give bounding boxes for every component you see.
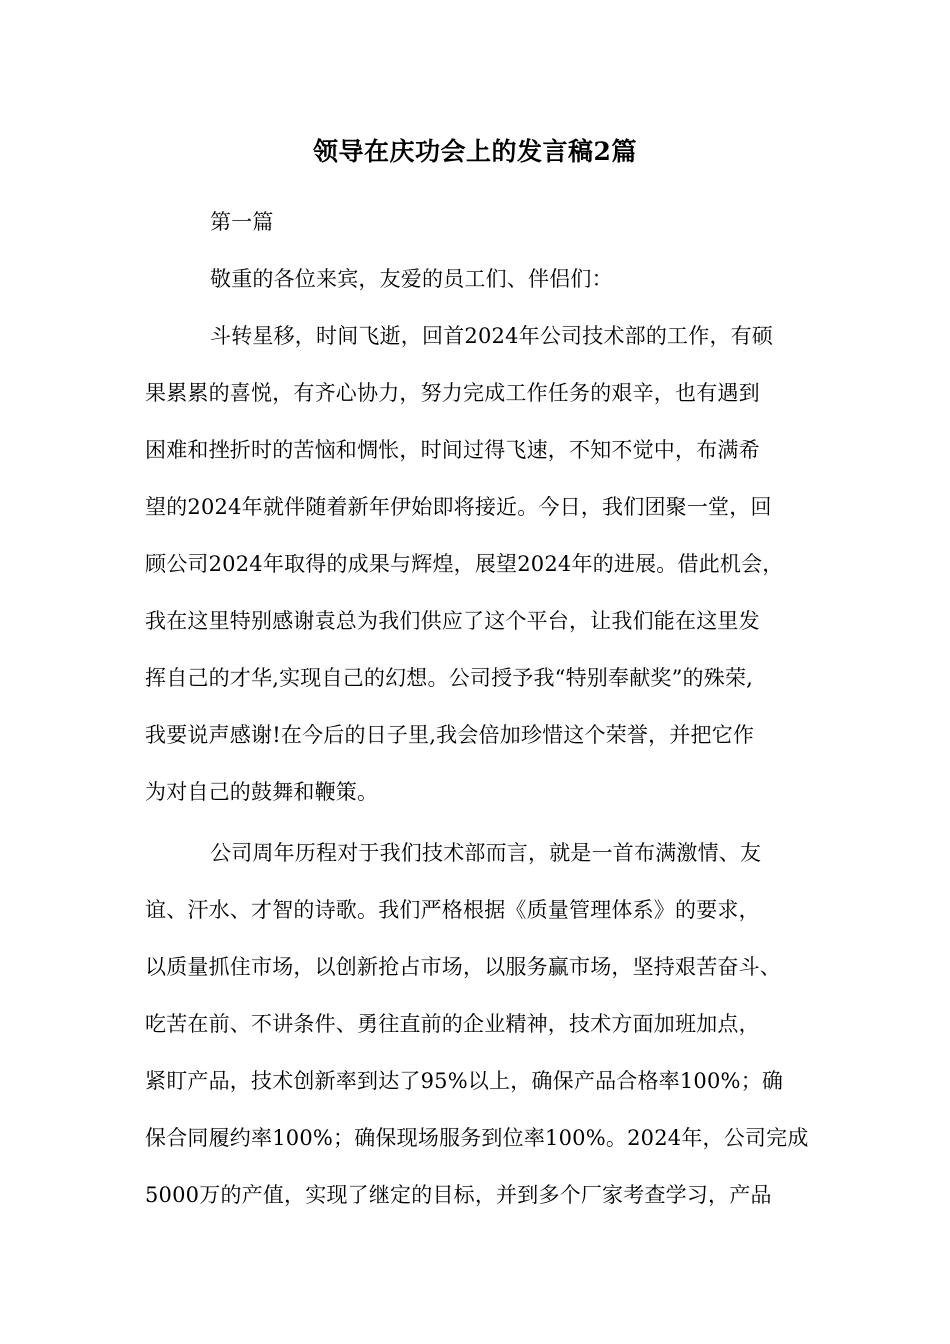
paragraph-2-line: 谊、汗水、才智的诗歌。我们严格根据《质量管理体系》的要求， xyxy=(145,898,760,922)
paragraph-1-line: 为对自己的鼓舞和鞭策。 xyxy=(145,780,379,804)
paragraph-1-line: 困难和挫折时的苦恼和惆怅，时间过得飞速，不知不觉中，布满希 xyxy=(145,438,760,462)
paragraph-1-line: 果累累的喜悦，有齐心协力，努力完成工作任务的艰辛，也有遇到 xyxy=(145,381,760,405)
paragraph-2-line: 保合同履约率100%；确保现场服务到位率100%。2024年，公司完成 xyxy=(145,1126,809,1150)
paragraph-1-line: 顾公司2024年取得的成果与辉煌，展望2024年的进展。借此机会， xyxy=(145,552,784,576)
paragraph-2-line: 5000万的产值，实现了继定的目标，并到多个厂家考查学习，产品 xyxy=(145,1183,772,1207)
paragraph-2-line: 吃苦在前、不讲条件、勇往直前的企业精神，技术方面加班加点， xyxy=(145,1012,760,1036)
paragraph-1-line: 望的2024年就伴随着新年伊始即将接近。今日，我们团聚一堂，回 xyxy=(145,495,772,519)
paragraph-1-line: 斗转星移，时间飞逝，回首2024年公司技术部的工作，有硕 xyxy=(210,324,774,348)
paragraph-2-line: 紧盯产品，技术创新率到达了95%以上，确保产品合格率100%；确 xyxy=(145,1069,784,1093)
paragraph-2-line: 公司周年历程对于我们技术部而言，就是一首布满激情、友 xyxy=(210,841,762,865)
salutation: 敬重的各位来宾，友爱的员工们、伴侣们： xyxy=(210,267,613,291)
paragraph-1-line: 我要说声感谢!在今后的日子里,我会倍加珍惜这个荣誉，并把它作 xyxy=(145,723,755,747)
section-heading: 第一篇 xyxy=(210,210,274,234)
paragraph-2-line: 以质量抓住市场，以创新抢占市场，以服务赢市场，坚持艰苦奋斗、 xyxy=(145,955,781,979)
paragraph-1-line: 挥自己的才华,实现自己的幻想。公司授予我“特别奉献奖”的殊荣, xyxy=(145,666,754,690)
document-title: 领导在庆功会上的发言稿2篇 xyxy=(313,137,637,166)
paragraph-1-line: 我在这里特别感谢袁总为我们供应了这个平台，让我们能在这里发 xyxy=(145,609,760,633)
